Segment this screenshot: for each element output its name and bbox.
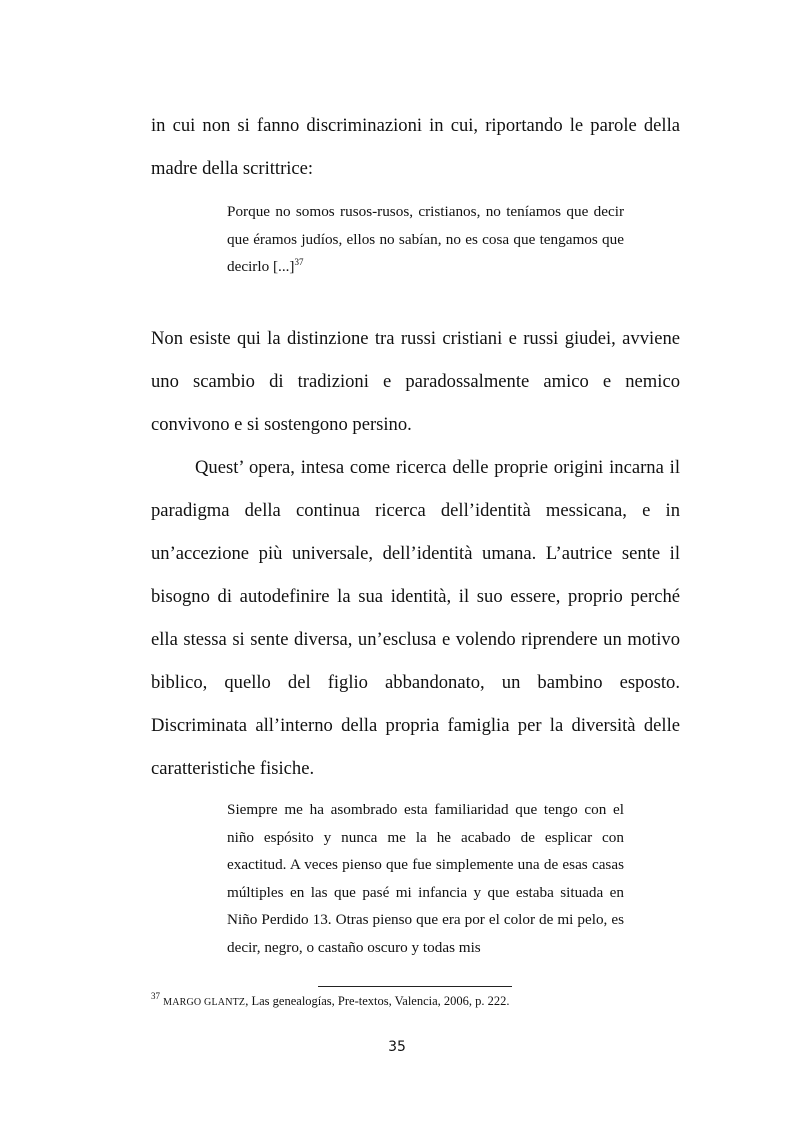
- block-quote-2: Siempre me ha asombrado esta familiaridad que tengo con el niño espósito y nunca me la he acabado de esplicar con exactitud. A veces pienso que fue simplemente una de esas casas múltiples en las que pasé mi infancia y que estaba situada en Niño Perdido 13. Otras pienso que era por el color de mi pelo, es decir, negro, o castaño oscuro y todas mis: [227, 801, 624, 956]
- paragraph-third: Quest’ opera, intesa come ricerca delle proprie origini incarna il paradigma della continua ricerca dell’identità messicana, e in un’accezione più universale, dell’identità umana. L’autrice sente il bisogno di autodefinire la sua identità, il suo essere, proprio perché ella stessa si sente diversa, un’esclusa e volendo riprendere un motivo biblico, quello del figlio abbandonato, un bambino esposto. Discriminata all’interno della propria famiglia per la diversità delle caratteristiche fisiche.: [151, 457, 680, 779]
- footnote-author: MARGO GLANTZ: [163, 997, 246, 1008]
- footnote: [151, 992, 711, 1012]
- page-number: 35: [388, 1039, 406, 1055]
- block-quote-1-text: Porque no somos rusos-rusos, cristianos, no teníamos que decir que éramos judíos, ellos no sabían, no es cosa que tengamos que decirlo [...]: [227, 203, 624, 275]
- footnote-separator: [318, 986, 512, 987]
- footnote-reference: 37: [294, 257, 304, 267]
- footnote-text: , Las genealogías, Pre-textos, Valencia, 2006, p. 222.: [245, 994, 510, 1008]
- paragraph-second: Non esiste qui la distinzione tra russi cristiani e russi giudei, avviene uno scambio di tradizioni e paradossalmente amico e nemico convivono e si sostengono persino.: [151, 328, 680, 435]
- paragraph-intro: in cui non si fanno discriminazioni in cui, riportando le parole della madre della scrittrice:: [151, 115, 680, 179]
- footnote-number: 37: [151, 991, 160, 1001]
- block-quote-1: [227, 198, 624, 281]
